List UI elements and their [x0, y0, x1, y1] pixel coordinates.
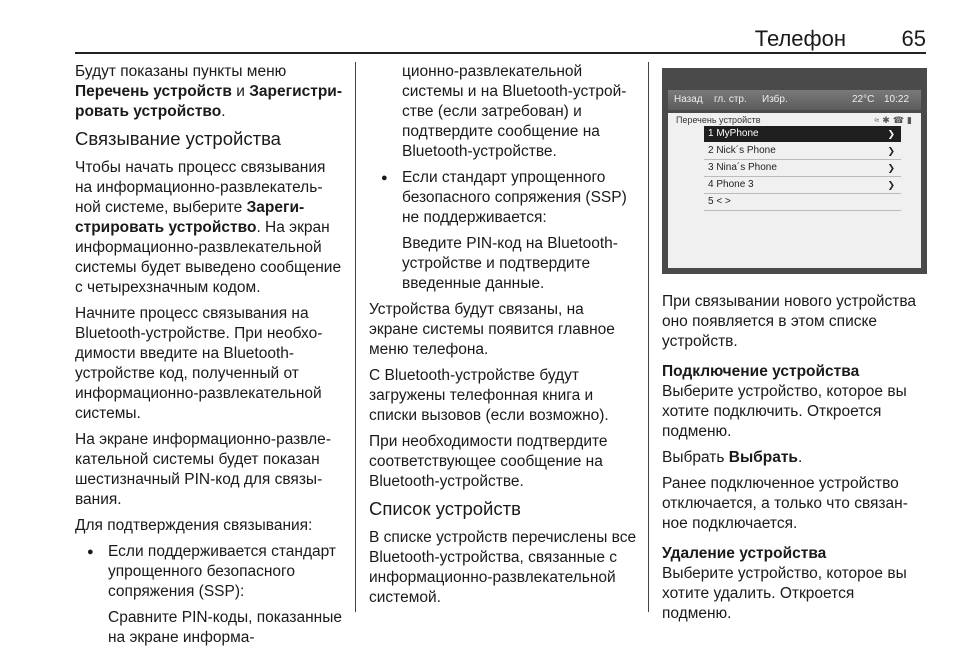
battery-icon: ▮ — [907, 115, 915, 125]
column-left — [75, 62, 343, 654]
bullet-item: ● Если поддерживается стандарт упрощенного безопасного сопряжения (SSP): — [75, 542, 343, 602]
column-middle — [369, 62, 637, 614]
paragraph: В списке устройств перечислены все Bluetooth-устройства, связанные с информационно-развлекательной системой. — [369, 529, 637, 606]
section-heading: Список устройств — [369, 498, 521, 519]
paragraph: Выбрать Выбрать. — [662, 449, 803, 466]
paragraph: Ранее подключенное устройство отключается, а только что связанное подключается. — [662, 475, 908, 532]
device-list-item: 5 < > — [704, 194, 901, 211]
device-list-item: 1 MyPhone ❯ — [704, 126, 901, 142]
paragraph: Чтобы начать процесс связывания на информационно-развлекательной системе, выберите Зарегистрировать устройство. На экран информационно-развлекательной системы будет выведено сообщение с четырехзначным кодом. — [75, 159, 342, 296]
paragraph: При необходимости подтвердите соответствующее сообщение на Bluetooth-устройстве. — [369, 433, 608, 490]
back-button: Назад — [674, 94, 703, 105]
page-number: 65 — [901, 26, 926, 51]
chevron-right-icon: ❯ — [887, 129, 895, 139]
bullet-item: ● Если стандарт упрощенного безопасного сопряжения (SSP) не поддерживается: — [369, 168, 637, 228]
paragraph: Выберите устройство, которое вы хотите подключить. Откроется подменю. — [662, 383, 907, 440]
screen-topbar — [668, 90, 921, 110]
phone-icon: ☎ — [892, 115, 908, 125]
device-list-item: 2 Nick´s Phone ❯ — [704, 143, 901, 160]
device-list-item: 3 Nina´s Phone ❯ — [704, 160, 901, 177]
wifi-icon: ≈ — [874, 115, 883, 125]
bullet-subtext: Сравните PIN-коды, показанные на экране информа- — [108, 609, 342, 646]
paragraph: На экране информационно-развлекательной системы будет показан шестизначный PIN-код для связывания. — [75, 431, 331, 508]
paragraph: Начните процесс связывания на Bluetooth-устройстве. При необходимости введите на Bluetooth-устройстве код, полученный от информационно-развлекательной системы. — [75, 305, 323, 422]
paragraph: При связывании нового устройства оно появляется в этом списке устройств. — [662, 293, 916, 350]
paragraph: Будут показаны пункты меню Перечень устройств и Зарегистрировать устройство. — [75, 63, 343, 120]
clock: 10:22 — [884, 94, 910, 105]
column-right — [662, 292, 927, 630]
chevron-right-icon: ❯ — [887, 146, 895, 156]
section-heading: Связывание устройства — [75, 128, 281, 149]
chevron-right-icon: ❯ — [887, 180, 895, 190]
bullet-subtext: ционно-развлекательной системы и на Bluetooth-устройстве (если затребован) и подтвердите сообщение на Bluetooth-устройстве. — [402, 63, 627, 160]
section-title: Телефон — [754, 26, 846, 51]
chevron-right-icon: ❯ — [887, 163, 895, 173]
paragraph: С Bluetooth-устройстве будут загружены телефонная книга и списки вызовов (если возможно). — [369, 367, 609, 424]
header-rule — [75, 52, 926, 54]
list-title: Перечень устройств — [676, 115, 761, 125]
subheading: Подключение устройства — [662, 363, 860, 380]
bluetooth-icon: ✱ — [882, 115, 893, 125]
paragraph: Устройства будут связаны, на экране системы появится главное меню телефона. — [369, 301, 615, 358]
main-menu-button: гл. стр. — [714, 94, 747, 105]
column-divider — [355, 62, 356, 612]
screen-body — [668, 113, 921, 268]
bullet-subtext: Введите PIN-код на Bluetooth-устройстве и подтвердите введенные данные. — [402, 235, 618, 292]
temperature: 22°C — [852, 94, 875, 105]
page-header — [75, 22, 926, 54]
subheading: Удаление устройства — [662, 545, 827, 562]
device-list-screenshot — [662, 68, 927, 274]
device-list-item: 4 Phone 3 ❯ — [704, 177, 901, 194]
paragraph: Для подтверждения связывания: — [75, 517, 313, 534]
paragraph: Выберите устройство, которое вы хотите удалить. Откроется подменю. — [662, 565, 907, 622]
column-divider — [648, 62, 649, 612]
status-icons — [874, 115, 915, 126]
favorites-button: Избр. — [762, 94, 788, 105]
